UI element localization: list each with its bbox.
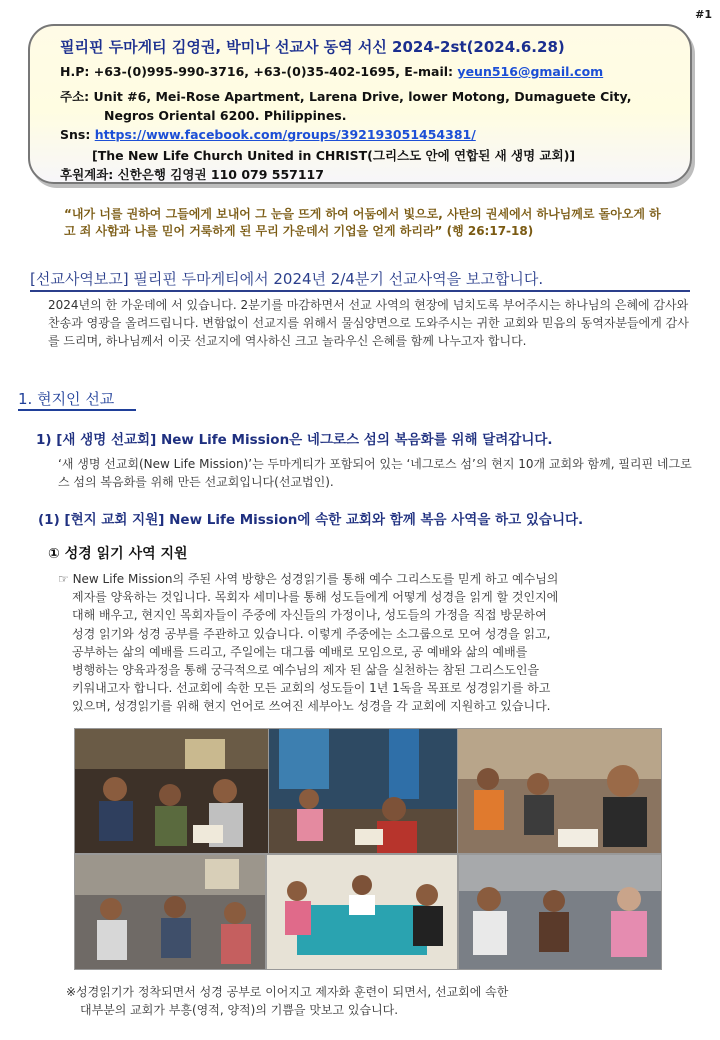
footer-line: 대부분의 교회가 부흥(영적, 양적)의 기쁨을 맛보고 있습니다. (80, 1003, 399, 1017)
phone-value: +63-(0)995-990-3716, +63-(0)35-402-1695, E-mail: (93, 64, 454, 79)
photo-bible-study-5 (266, 854, 458, 970)
photo-bible-study-3 (457, 728, 662, 854)
subsection-1-desc: ‘새 생명 선교회(New Life Mission)’는 두마게티가 포함되어 있는 ‘네그로스 섬’의 현지 10개 교회와 함께, 필리핀 네그로스 섬의 복음화를 위해 만든 선교회입니다(선교법인). (58, 457, 692, 489)
church-name: [The New Life Church United in CHRIST(그리스도 안에 연합된 새 생명 교회)] (92, 148, 576, 163)
body-line: 성경 읽기와 성경 공부를 주관하고 있습니다. 이렇게 주중에는 소그룹으로 모여 성경을 읽고, (72, 626, 551, 641)
subsection-2-title: (1) [현지 교회 지원] New Life Mission에 속한 교회와 함께 복음 사역을 하고 있습니다. (38, 512, 584, 528)
body-line: 병행하는 양육과정을 통해 궁극적으로 예수님의 제자 된 삶을 실천하는 참된 그리스도인을 (72, 663, 540, 678)
report-title: [선교사역보고] 필리핀 두마게티에서 2024년 2/4분기 선교사역을 보고합니다. (30, 268, 690, 292)
footer-line: ※성경읽기가 정착되면서 성경 공부로 이어지고 제자화 훈련이 되면서, 선교회에 속한 (66, 985, 509, 999)
address-text-1: Unit #6, Mei-Rose Apartment, Larena Drive, lower Motong, Dumaguete City, (93, 89, 632, 104)
sns-line (60, 127, 476, 142)
phone-line (60, 64, 603, 79)
footer-note (66, 983, 686, 1019)
sns-label: Sns: (60, 127, 91, 142)
photo-bible-study-1 (74, 728, 272, 854)
section-1-underline (18, 409, 136, 411)
body-line: 있으며, 성경읽기를 위해 현지 언어로 쓰여진 세부아노 성경을 각 교회에 지원하고 있습니다. (72, 699, 551, 714)
page-number: #1 (695, 8, 712, 21)
bible-quote: “내가 너를 권하여 그들에게 보내어 그 눈을 뜨게 하여 어둠에서 빛으로, 사탄의 권세에서 하나님께로 돌아오게 하고 죄 사함과 나를 믿어 거룩하게 된 무리 가운데서 기업을 얻게 하리라” (행 26:17-18) (64, 207, 661, 238)
body-line: 키워내고자 합니다. 선교회에 속한 모든 교회의 성도들이 1년 1독을 목표로 성경읽기를 하고 (72, 681, 551, 696)
body-line: ☞ New Life Mission의 주된 사역 방향은 성경읽기를 통해 예수 그리스도를 믿게 하고 예수님의 (58, 572, 559, 586)
facebook-link[interactable]: https://www.facebook.com/groups/392193051454381/ (94, 127, 476, 142)
address-label: 주소: (60, 89, 90, 104)
subsection-1-title: 1) [새 생명 선교회] New Life Mission은 네그로스 섬의 복음화를 위해 달려갑니다. (36, 432, 553, 448)
email-link[interactable]: yeun516@gmail.com (457, 64, 604, 79)
donation-account: 후원계좌: 신한은행 김영권 110 079 557117 (60, 167, 324, 182)
bible-reading-body (58, 570, 708, 716)
address-line-1 (60, 87, 631, 105)
body-line: 공부하는 삶의 예배를 드리고, 주일에는 대그룹 예배로 모임으로, 공 예배와 삶의 예배를 (72, 644, 528, 659)
photo-bible-study-2 (268, 728, 458, 854)
address-line-2: Negros Oriental 6200. Philippines. (104, 108, 347, 123)
bible-reading-title: ① 성경 읽기 사역 지원 (48, 546, 188, 562)
letter-title: 필리핀 두마게티 김영권, 박미나 선교사 동역 서신 2024-2st(2024.6.28) (60, 38, 565, 56)
photo-bible-study-4 (74, 854, 266, 970)
body-line: 제자를 양육하는 것입니다. 목회자 세미나를 통해 성도들에게 어떻게 성경을 읽게 할 것인지에 (72, 590, 559, 605)
phone-label: H.P: (60, 64, 90, 79)
photo-bible-study-6 (458, 854, 662, 970)
section-1-title: 1. 현지인 선교 (18, 390, 115, 408)
body-line: 대해 배우고, 현지인 목회자들이 주중에 자신들의 가정이나, 성도들의 가정을 직접 방문하여 (72, 608, 547, 623)
intro-paragraph: 2024년의 한 가운데에 서 있습니다. 2분기를 마감하면서 선교 사역의 현장에 넘치도록 부어주시는 하나님의 은혜에 감사와 찬송과 영광을 올려드립니다. 변함없이 선교지를 위해서 물심양면으로 도와주시는 귀한 교회와 믿음의 동역자분들에게 감사를 드리며, 하나님께서 이곳 선교지에 역사하신 크고 놀라우신 은혜를 함께 나누고자 합니다. (48, 298, 689, 348)
